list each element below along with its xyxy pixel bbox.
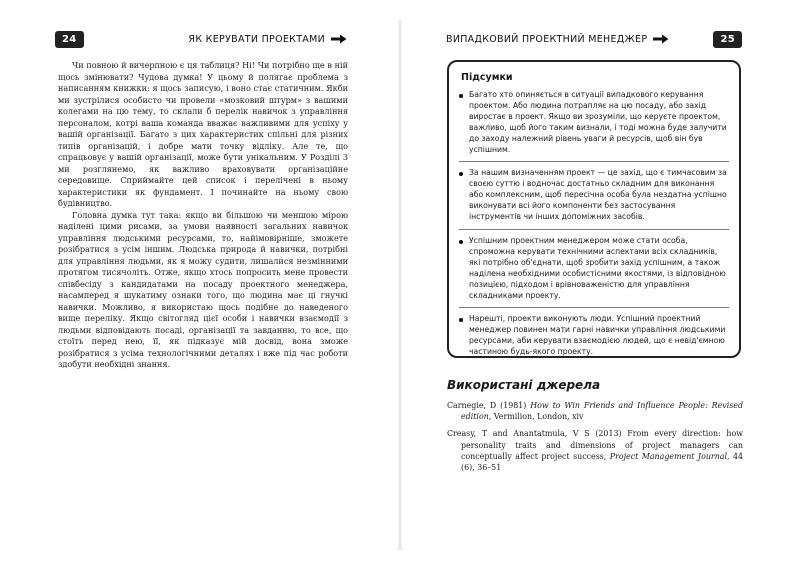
summary-item: За нашим визначенням проект — це захід, що є тимчасовим за своєю суттю і водночас достатньо складним для виконання або комплексним, щоб пересічна особа була нездатна успішно виконувати всі його компоненти без застосування інструментів чи інших допоміжних засобів. [459,168,729,223]
bullet-icon [459,94,463,98]
arrow-right-icon [331,34,347,44]
bullet-icon [459,318,463,322]
references-title: Використані джерела [447,378,601,392]
left-running-head [55,30,347,48]
paragraph: Головна думка тут така: якщо ви більшою чи меншою мірою наділені цими рисами, за умови наявності загальних навичок управління людськими ресурсами, то, найімовірніше, зможете розібратися з усім іншим. Людська природа й навички, потрібні для управління людьми, як я можу судити, лишалися незмінними протягом тисячоліть. Отже, якщо хтось попросить мене провести співбесіду з кандидатами на посаду проектного менеджера, насамперед я шукатиму ознаки того, що людина має ці гнучкі навички. Можливо, я використаю щось подібне до наведеного вище переліку. Якщо світогляд цієї особи і навички взаємодії з людьми відповідають посаді, організації та завданню, то все, що стоїть перед нею, її, як підказує мій досвід, вона зможе розібратися з усіма технологічними деталях і вже під час роботи здобути необхідні знання. [58,209,348,369]
left-body-text [58,60,348,371]
right-page [400,0,800,570]
right-running-head-title: ВИПАДКОВИЙ ПРОЕКТНИЙ МЕНЕДЖЕР [446,33,648,45]
reference-item: Carnegie, D (1981) How to Win Friends and Influence People: Revised edition, Vermilion, London, xiv [447,401,743,422]
bullet-icon [459,240,463,244]
summary-item: Успішним проектним менеджером може стати особа, спроможна керувати технічними аспектами всіх складників, які потрібно об'єднати, щоб зробити захід успішним, а також наділена необхідними особистісними якостями, із відповідною позицією, підходом і врівноваженістю для управління складниками проекту. [459,236,729,301]
left-running-head-title: ЯК КЕРУВАТИ ПРОЕКТАМИ [188,33,325,45]
left-page-number: 24 [55,31,84,48]
reference-item: Creasy, T and Anantatmula, V S (2013) From every direction: how personality traits and dimensions of project managers can conceptually affect project success, Project Management Journal, 44 (6), 36–51 [447,429,744,473]
references-list [447,400,743,479]
summary-box [447,60,741,358]
summary-title: Підсумки [461,72,513,83]
arrow-right-icon [653,34,669,44]
paragraph: Чи повною й вичерпною є ця таблиця? Ні! Чи потрібно ще в ній щось змінювати? Чудова думка! У цьому й полягає проблема з написанням книжки: я щось записую, і воно стає статичним. Якби ми зустрілися особисто чи провели «мозковий штурм» з вашими колегами на цю тему, то склали б перелік навичок з управління персоналом, котрі ваша команда вважає важливими для успіху у вашій організації. Багато з цих характеристик спільні для різних типів організацій, і добре мати точку відліку. Але те, що спрацьовує у вашій організації, може бути унікальним. У Розділі 3 ми розглянемо, як важливо враховувати організаційне середовище. Сприймайте цей список і переліченi в ньому характеристики як фундамент. І починайте на ньому свою будівництво. [58,60,348,208]
summary-item: Багато хто опиняється в ситуації випадкового керування проектом. Або людина потрапляє на цю посаду, або захід виростає в проект. Якщо ви зрозуміли, що керуєте проектом, важливо, щоб його таким визнали, і тоді можна буде залучити до заходу належний рівень уваги й ресурсів, щоб він був успішним. [459,90,729,155]
summary-divider [459,307,729,308]
bullet-icon [459,172,463,176]
summary-divider [459,229,729,230]
right-page-number: 25 [713,31,742,48]
right-running-head [446,30,742,48]
summary-item: Нарешті, проекти виконують люди. Успішний проектний менеджер повинен мати гарні навички управління людськими ресурсами, аби керувати взаємодією людей, що є невід'ємною частиною будь-якого проекту. [459,314,729,358]
summary-divider [459,161,729,162]
summary-list [459,90,729,358]
